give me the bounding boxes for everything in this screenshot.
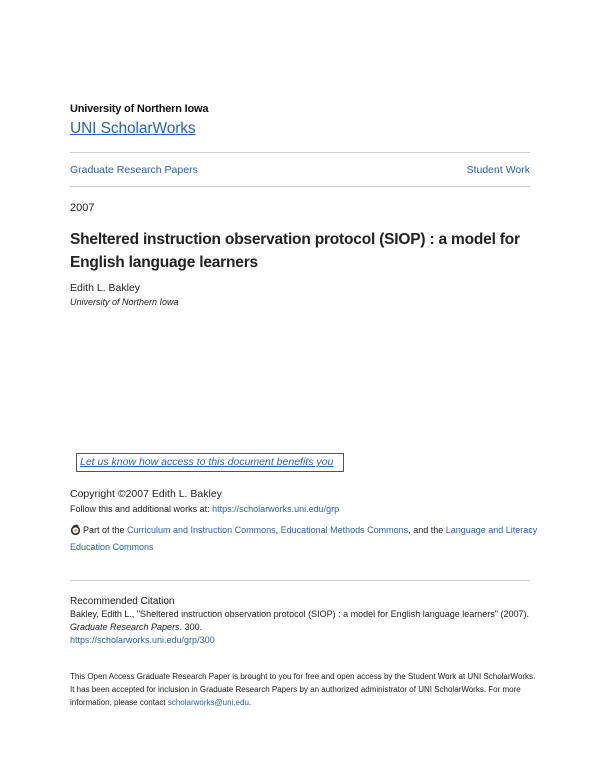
repository-link[interactable]: UNI ScholarWorks (70, 120, 196, 137)
citation-series: Graduate Research Papers (70, 622, 180, 632)
copyright-notice: Copyright ©2007 Edith L. Bakley (70, 488, 222, 500)
publication-year: 2007 (70, 202, 95, 214)
commons-separator: , (275, 525, 281, 535)
open-access-notice (70, 670, 540, 709)
notice-text: This Open Access Graduate Research Paper is brought to you for free and open access by the Student Work at UNI ScholarWorks. It has been accepted for inclusion in Graduate Research Papers by an authorized administrator of UNI ScholarWorks. For more information, please contact (70, 672, 536, 707)
part-of-prefix: Part of the (83, 525, 128, 535)
curriculum-instruction-commons-link[interactable]: Curriculum and Instruction Commons (127, 525, 276, 535)
graduate-research-papers-link[interactable]: Graduate Research Papers (70, 164, 198, 176)
educational-methods-commons-link[interactable]: Educational Methods Commons (280, 525, 409, 535)
notice-end: . (248, 698, 252, 707)
author-affiliation: University of Northern Iowa (70, 297, 179, 307)
citation-body (70, 608, 540, 647)
citation-text: Bakley, Edith L., "Sheltered instruction observation protocol (SIOP) : a model for English language learners" (2007). (70, 609, 529, 619)
citation-url-link[interactable]: https://scholarworks.uni.edu/grp/300 (70, 635, 215, 645)
language-literacy-commons-link[interactable]: Language and Literacy Education Commons (70, 525, 538, 552)
divider (70, 152, 530, 153)
follow-line (70, 504, 339, 514)
citation-heading: Recommended Citation (70, 596, 175, 607)
student-work-link[interactable]: Student Work (466, 164, 530, 176)
paper-title: Sheltered instruction observation protocol (SIOP) : a model for English language learners (70, 231, 520, 271)
contact-email-link[interactable]: scholarworks@uni.edu (167, 698, 249, 707)
citation-number: . 300. (179, 622, 203, 632)
divider (70, 580, 530, 581)
open-access-icon (70, 524, 81, 535)
institution-name: University of Northern Iowa (70, 103, 209, 115)
benefit-feedback-link[interactable]: Let us know how access to this document benefits you (76, 453, 344, 472)
commons-separator: , and the (408, 525, 446, 535)
part-of-commons (70, 522, 540, 556)
follow-prefix: Follow this and additional works at: (70, 504, 213, 514)
divider (70, 186, 530, 187)
author-name: Edith L. Bakley (70, 282, 141, 294)
collection-url-link[interactable]: https://scholarworks.uni.edu/grp (212, 504, 340, 514)
